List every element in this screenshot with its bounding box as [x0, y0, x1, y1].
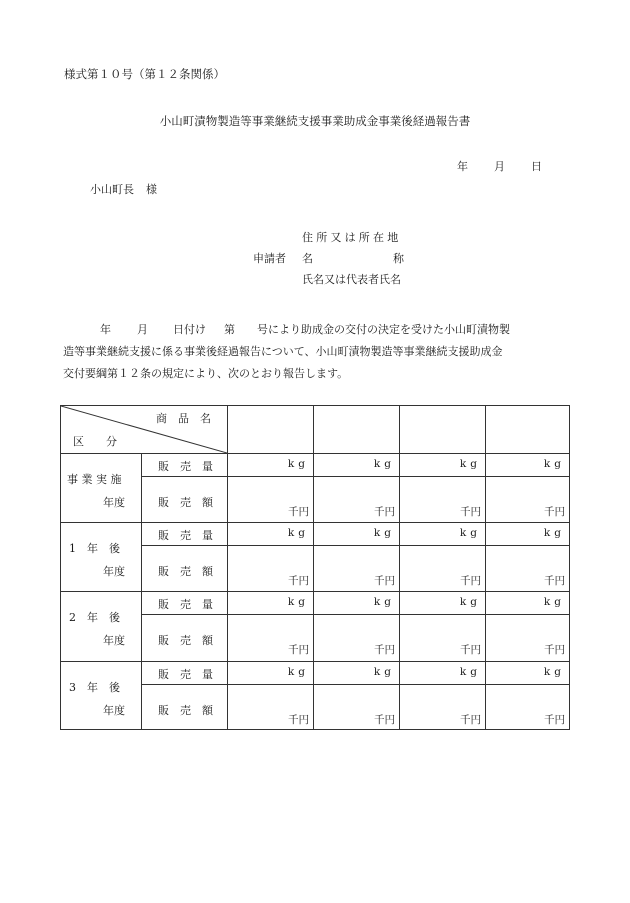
- divider-v3: [313, 406, 314, 730]
- unit-kg-label: kg: [459, 527, 481, 539]
- divider-h-row1: [61, 522, 569, 523]
- row-label-top: 事 業 実 施: [67, 473, 122, 486]
- unit-kg-label: kg: [459, 666, 481, 678]
- row-label-top: 2 年 後: [69, 611, 120, 624]
- unit-yen-label: 千円: [288, 644, 309, 656]
- divider-v5: [485, 406, 486, 730]
- sales-amount-label: 販 売 額: [158, 704, 213, 717]
- divider-h-row4-sub: [141, 684, 569, 685]
- unit-yen-label: 千円: [288, 506, 309, 518]
- report-table: [60, 405, 570, 730]
- unit-kg-label: kg: [373, 458, 395, 470]
- addressee-honorific: 様: [146, 183, 157, 196]
- unit-yen-label: 千円: [288, 714, 309, 726]
- addressee-name: 小山町長: [90, 183, 134, 196]
- unit-kg-label: kg: [373, 596, 395, 608]
- body-day: 日付け: [173, 323, 206, 336]
- unit-kg-label: kg: [543, 596, 565, 608]
- body-number-prefix: 第: [224, 323, 235, 336]
- name-label-first: 名: [302, 252, 313, 265]
- date-month: 月: [494, 160, 505, 173]
- body-year: 年: [100, 323, 111, 336]
- unit-kg-label: kg: [287, 527, 309, 539]
- unit-yen-label: 千円: [460, 714, 481, 726]
- body-line-3: 交付要綱第１２条の規定により、次のとおり報告します。: [63, 367, 349, 380]
- unit-yen-label: 千円: [460, 644, 481, 656]
- representative-label: 氏名又は代表者氏名: [302, 273, 401, 286]
- divider-h-row2: [61, 591, 569, 592]
- header-product-label: 商 品 名: [156, 412, 211, 425]
- divider-v4: [399, 406, 400, 730]
- date-line: [457, 158, 542, 174]
- sales-volume-label: 販 売 量: [158, 668, 213, 681]
- sales-volume-label: 販 売 量: [158, 529, 213, 542]
- row-label-bottom: 年度: [103, 565, 125, 578]
- unit-kg-label: kg: [543, 458, 565, 470]
- unit-kg-label: kg: [373, 666, 395, 678]
- unit-kg-label: kg: [287, 458, 309, 470]
- addressee: [90, 181, 157, 197]
- row-label-bottom: 年度: [103, 704, 125, 717]
- header-category-label: 区 分: [73, 435, 117, 448]
- applicant-label: 申請者: [253, 252, 286, 265]
- row-label-top: 1 年 後: [69, 542, 120, 555]
- unit-kg-label: kg: [287, 596, 309, 608]
- document-title: 小山町漬物製造等事業継続支援事業助成金事業後経過報告書: [159, 114, 471, 128]
- sales-amount-label: 販 売 額: [158, 496, 213, 509]
- form-number: 様式第１０号（第１２条関係）: [64, 67, 225, 81]
- unit-kg-label: kg: [543, 666, 565, 678]
- unit-yen-label: 千円: [374, 714, 395, 726]
- date-year: 年: [457, 160, 468, 173]
- divider-h-header: [61, 453, 569, 454]
- divider-h-row1-sub: [141, 476, 569, 477]
- row-label-bottom: 年度: [103, 634, 125, 647]
- sales-volume-label: 販 売 量: [158, 598, 213, 611]
- name-label-second: 称: [393, 252, 404, 265]
- divider-v2: [227, 406, 228, 730]
- sales-volume-label: 販 売 量: [158, 460, 213, 473]
- unit-yen-label: 千円: [374, 644, 395, 656]
- row-label-top: 3 年 後: [69, 681, 120, 694]
- address-label: 住所又は所在地: [302, 231, 402, 244]
- body-month: 月: [137, 323, 148, 336]
- body-line-1: [63, 319, 573, 341]
- unit-yen-label: 千円: [544, 575, 565, 587]
- divider-h-row3-sub: [141, 614, 569, 615]
- unit-kg-label: kg: [459, 458, 481, 470]
- unit-yen-label: 千円: [374, 506, 395, 518]
- unit-yen-label: 千円: [544, 506, 565, 518]
- unit-yen-label: 千円: [288, 575, 309, 587]
- unit-yen-label: 千円: [460, 506, 481, 518]
- unit-kg-label: kg: [287, 666, 309, 678]
- sales-amount-label: 販 売 額: [158, 565, 213, 578]
- unit-kg-label: kg: [373, 527, 395, 539]
- sales-amount-label: 販 売 額: [158, 634, 213, 647]
- body-line-1-rest: 号により助成金の交付の決定を受けた小山町漬物製: [257, 323, 510, 336]
- report-body: [63, 319, 573, 385]
- unit-kg-label: kg: [459, 596, 481, 608]
- unit-yen-label: 千円: [374, 575, 395, 587]
- unit-kg-label: kg: [543, 527, 565, 539]
- unit-yen-label: 千円: [460, 575, 481, 587]
- unit-yen-label: 千円: [544, 644, 565, 656]
- row-label-bottom: 年度: [103, 496, 125, 509]
- unit-yen-label: 千円: [544, 714, 565, 726]
- date-day: 日: [531, 160, 542, 173]
- divider-h-row2-sub: [141, 545, 569, 546]
- divider-h-row3: [61, 661, 569, 662]
- body-line-2: 造等事業継続支援に係る事業後経過報告について、小山町漬物製造等事業継続支援助成金: [63, 345, 503, 358]
